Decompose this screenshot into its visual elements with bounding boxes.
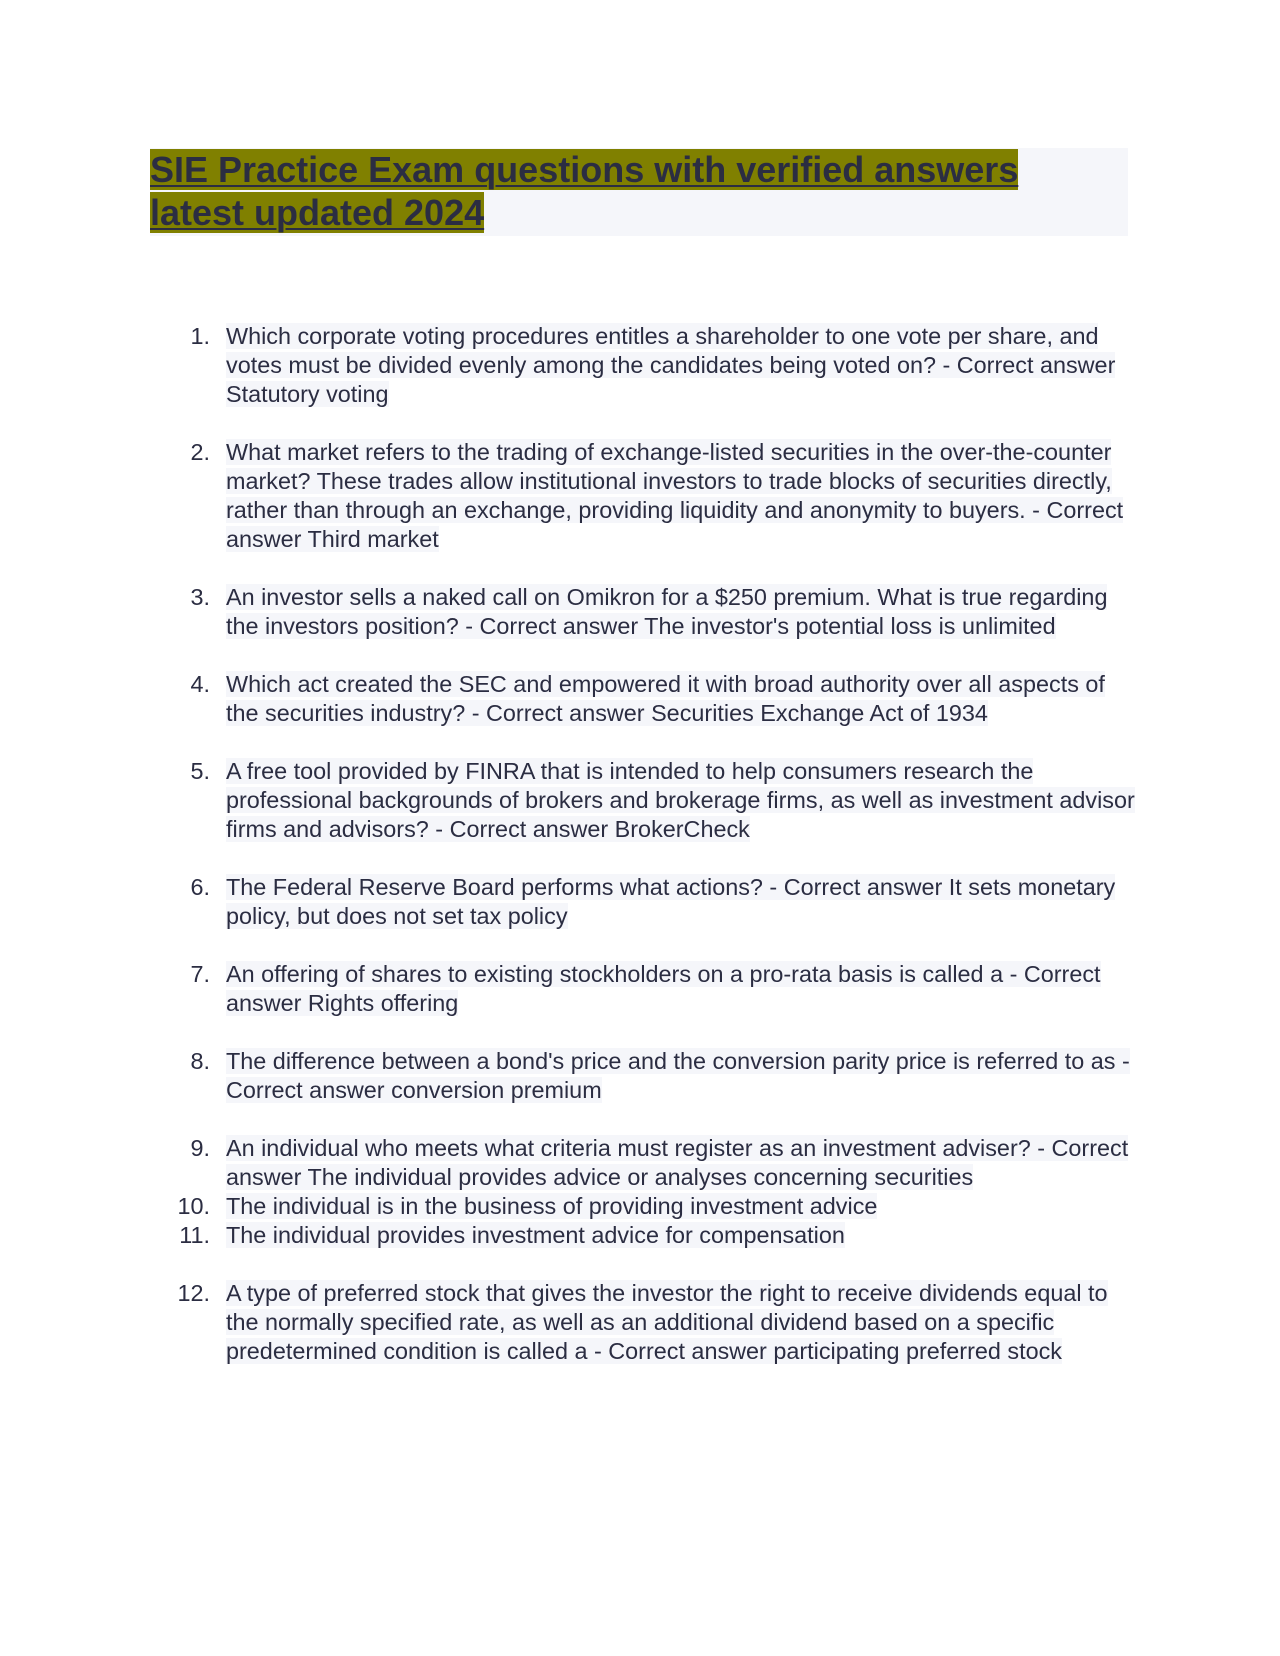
- list-item: [0, 1047, 1280, 1105]
- list-item: [0, 1221, 1280, 1250]
- list-item: [0, 757, 1280, 844]
- item-text: An individual who meets what criteria must register as an investment adviser? - Correct answer The individual provides advice or analyses concerning securities: [226, 1135, 1129, 1190]
- list-item: [0, 960, 1280, 1018]
- item-number: 5.: [190, 758, 210, 784]
- item-text: The individual provides investment advice for compensation: [226, 1222, 845, 1248]
- item-number: 10.: [177, 1193, 210, 1219]
- item-text: Which corporate voting procedures entitles a shareholder to one vote per share, and votes must be divided evenly among the candidates being voted on? - Correct answer Statutory voting: [226, 323, 1116, 407]
- list-item: [0, 1134, 1280, 1192]
- item-text: The Federal Reserve Board performs what actions? - Correct answer It sets monetary policy, but does not set tax policy: [226, 874, 1116, 929]
- item-text: The difference between a bond's price and the conversion parity price is referred to as - Correct answer conversion premium: [226, 1048, 1130, 1103]
- item-text: An offering of shares to existing stockholders on a pro-rata basis is called a - Correct answer Rights offering: [226, 961, 1101, 1016]
- item-text: An investor sells a naked call on Omikron for a $250 premium. What is true regarding the investors position? - Correct answer The investor's potential loss is unlimited: [226, 584, 1108, 639]
- item-number: 8.: [190, 1048, 210, 1074]
- list-item: [0, 873, 1280, 931]
- item-number: 7.: [190, 961, 210, 987]
- list-item: [0, 583, 1280, 641]
- item-text: Which act created the SEC and empowered it with broad authority over all aspects of the securities industry? - Correct answer Securities Exchange Act of 1934: [226, 671, 1105, 726]
- item-number: 6.: [190, 874, 210, 900]
- item-number: 9.: [190, 1135, 210, 1161]
- document-title: [150, 148, 1128, 234]
- item-text: What market refers to the trading of exchange-listed securities in the over-the-counter market? These trades allow institutional investors to trade blocks of securities directly, rather than through an exchange, providing liquidity and anonymity to buyers. - Correct answer Third market: [226, 439, 1124, 552]
- list-item: [0, 670, 1280, 728]
- item-number: 11.: [179, 1222, 210, 1248]
- title-line-2: latest updated 2024: [150, 192, 485, 233]
- item-number: 1.: [190, 323, 210, 349]
- item-number: 12.: [177, 1280, 210, 1306]
- list-item: [0, 1279, 1280, 1366]
- item-text: The individual is in the business of providing investment advice: [226, 1193, 878, 1219]
- list-item: [0, 1192, 1280, 1221]
- title-block: [150, 148, 1128, 236]
- item-number: 3.: [190, 584, 210, 610]
- title-line-1: SIE Practice Exam questions with verified answers: [150, 149, 1019, 190]
- item-text: A free tool provided by FINRA that is intended to help consumers research the professional backgrounds of brokers and brokerage firms, as well as investment advisor firms and advisors? - Correct answer BrokerCheck: [226, 758, 1135, 842]
- list-item: [0, 322, 1280, 409]
- question-list: [0, 322, 1280, 1395]
- item-number: 4.: [190, 671, 210, 697]
- item-number: 2.: [190, 439, 210, 465]
- item-text: A type of preferred stock that gives the investor the right to receive dividends equal to the normally specified rate, as well as an additional dividend based on a specific predetermined condition is called a - Correct answer participating preferred stock: [226, 1280, 1108, 1364]
- list-item: [0, 438, 1280, 554]
